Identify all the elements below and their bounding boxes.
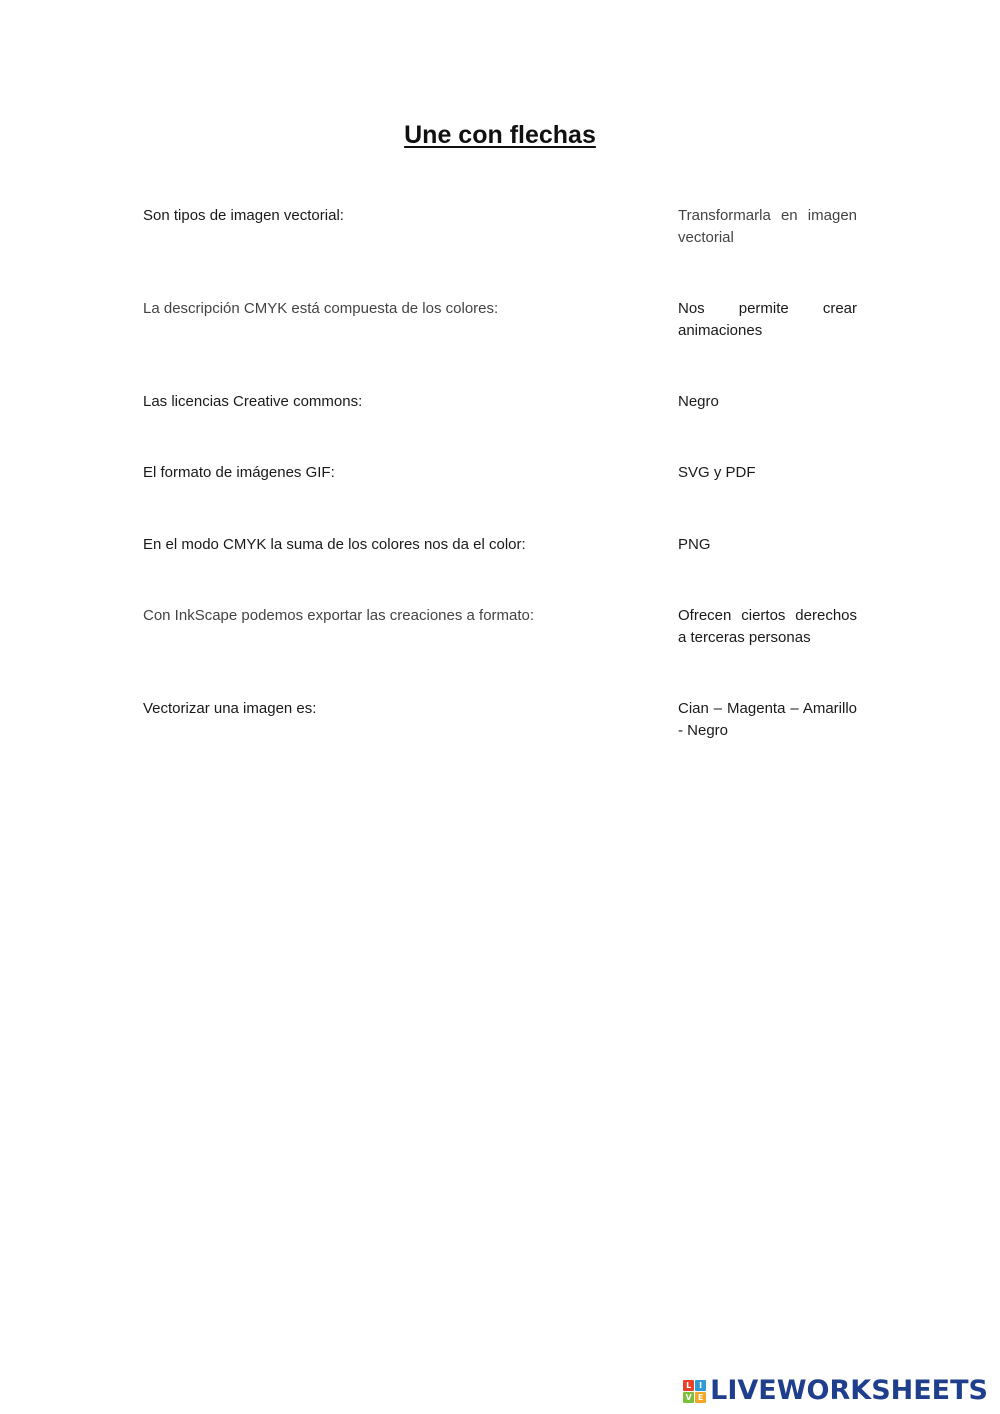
liveworksheets-logo — [683, 1376, 988, 1406]
right-item-7: Cian – Magenta – Amarillo - Negro — [678, 700, 857, 739]
logo-cell-v: V — [683, 1392, 694, 1403]
liveworksheets-logo-text: LIVEWORKSHEETS — [710, 1375, 988, 1406]
right-item-3: Negro — [678, 393, 719, 410]
logo-cell-e: E — [695, 1392, 706, 1403]
logo-cell-l: L — [683, 1380, 694, 1391]
worksheet-title: Une con flechas — [404, 121, 596, 149]
right-item-5: PNG — [678, 536, 711, 553]
left-item-3: Las licencias Creative commons: — [143, 393, 363, 410]
left-item-4: El formato de imágenes GIF: — [143, 464, 335, 481]
right-item-1: Transformarla en imagen vectorial — [678, 207, 857, 246]
right-item-2: Nos permite crear animaciones — [678, 300, 857, 339]
left-item-1: Son tipos de imagen vectorial: — [143, 207, 344, 224]
right-item-6: Ofrecen ciertos derechos a terceras personas — [678, 607, 857, 646]
liveworksheets-logo-icon — [683, 1380, 706, 1403]
left-item-5: En el modo CMYK la suma de los colores nos da el color: — [143, 536, 526, 553]
left-item-2: La descripción CMYK está compuesta de los colores: — [143, 300, 499, 317]
logo-cell-i: I — [695, 1380, 706, 1391]
left-item-7: Vectorizar una imagen es: — [143, 700, 317, 717]
right-item-4: SVG y PDF — [678, 464, 756, 481]
left-item-6: Con InkScape podemos exportar las creaciones a formato: — [143, 607, 535, 624]
